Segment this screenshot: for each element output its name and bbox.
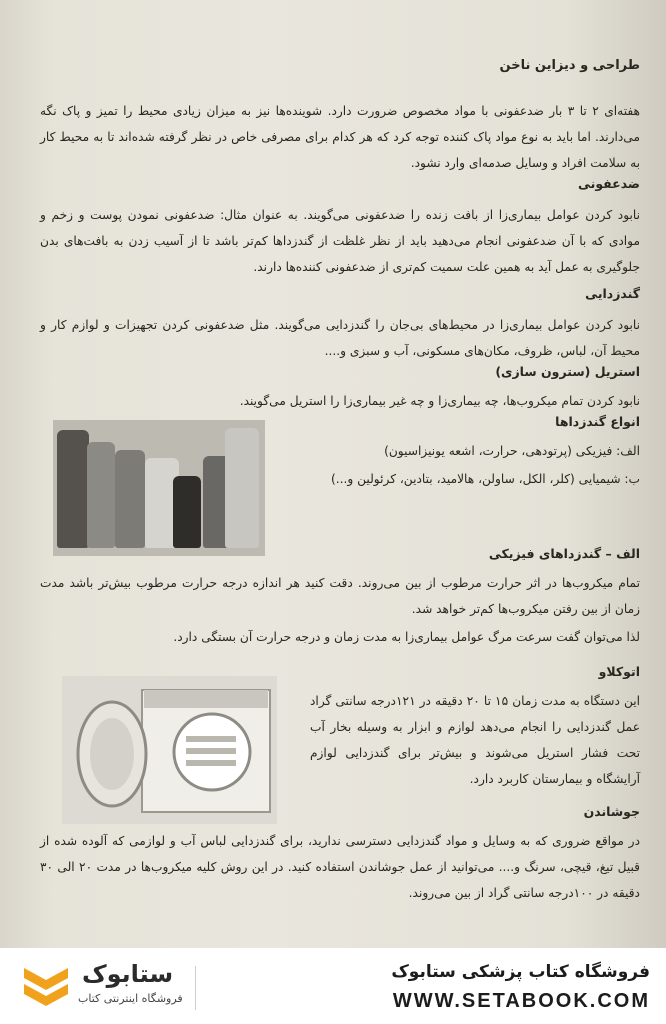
physical-paragraph-2: لذا می‌توان گفت سرعت مرگ عوامل بیماری‌زا به مدت زمان و درجه حرارت آن بستگی دارد. <box>173 630 640 644</box>
bottle <box>173 476 201 548</box>
bottle <box>87 442 115 548</box>
autoclave-heading: اتوکلاو <box>598 664 640 679</box>
logo-divider <box>195 966 196 1010</box>
autoclave-photo <box>62 676 277 824</box>
gallon-bottle <box>225 428 259 548</box>
setabook-logo <box>20 958 280 1016</box>
sanitizing-heading: گندزدایی <box>585 286 640 301</box>
type-b-item: ب: شیمیایی (کلر، الکل، ساولن، هالامید، بتادین، کرئولین و...) <box>330 472 640 486</box>
bottle <box>57 430 89 548</box>
store-name: فروشگاه کتاب پزشکی ستابوک <box>391 962 650 982</box>
autoclave-drawing <box>62 676 277 824</box>
disinfection-paragraph: نابود کردن عوامل بیماری‌زا از بافت زنده را ضدعفونی می‌گویند. به عنوان مثال: ضدعفونی نمودن پوست و زخم و موادی که با آن ضدعفونی انجام می‌دهید باید از نظر غلظت از گندزداها کم‌تر باشد تا از آسیب زدن به بافت‌های بدن جلوگیری به عمل آید به همین علت سمیت کم‌تری از ضدعفونی کننده‌ها دارند. <box>40 208 640 274</box>
type-a-item: الف: فیزیکی (پرتودهی، حرارت، اشعه یونیزاسیون) <box>384 444 640 458</box>
intro-paragraph: هفته‌ای ۲ تا ۳ بار ضدعفونی با مواد مخصوص ضرورت دارد. شوینده‌ها نیز به میزان زیادی محیط را تمیز و پاک نگه می‌دارند. اما باید به نوع مواد پاک کننده توجه کرد که هر کدام برای مصرفی خاص در نظر گرفته شده‌اند تا به محیط کار به سلامت افراد و وسایل صدمه‌ای وارد نشود. <box>40 104 640 170</box>
disinfection-heading: ضدعفونی <box>577 176 640 191</box>
logo-brand: ستابوک <box>82 960 174 988</box>
disinfectant-bottles-photo <box>53 420 265 556</box>
boiling-paragraph: در مواقع ضروری که به وسایل و مواد گندزدایی دسترسی ندارید، برای گندزدایی لباس آب و لوازمی که آلوده شده از قبیل تیغ، قیچی، سرنگ و.... می‌توانید از عمل جوشاندن استفاده کنید. در این روش کلیه میکروب‌ها در مدت ۲۰ الی ۳۰ دقیقه در ۱۰۰درجه سانتی گراد از بین می‌روند. <box>40 834 640 900</box>
sterilization-heading: استریل (سترون سازی) <box>495 364 640 379</box>
chevron-logo-icon <box>20 962 74 1010</box>
footer-banner <box>0 948 666 1024</box>
running-head: طراحی و دیزاین ناخن <box>499 58 640 73</box>
autoclave-paragraph: این دستگاه به مدت زمان ۱۵ تا ۲۰ دقیقه در ۱۲۱درجه سانتی گراد عمل گندزدایی را انجام می‌دهد لوازم و ابزار به وسیله بخار آب تحت فشار استریل می‌شوند و بیش‌تر برای گندزدایی لوازم آرایشگاه و بیمارستان کاربرد دارد. <box>310 694 640 786</box>
physical-paragraph: تمام میکروب‌ها در اثر حرارت مرطوب از بین می‌روند. دقت کنید هر اندازه درجه حرارت مرطوب بیش‌تر باشد مدت زمان از بین رفتن میکروب‌ها کم‌تر خواهد شد. <box>40 576 640 616</box>
store-url[interactable]: WWW.SETABOOK.COM <box>392 990 650 1012</box>
logo-tagline: فروشگاه اینترنتی کتاب <box>78 992 183 1005</box>
types-heading: انواع گندزداها <box>555 414 640 429</box>
physical-heading: الف – گندزداهای فیزیکی <box>488 546 640 561</box>
sterilization-paragraph: نابود کردن تمام میکروب‌ها، چه بیماری‌زا و چه غیر بیماری‌زا را استریل می‌گویند. <box>239 394 640 408</box>
boiling-heading: جوشاندن <box>583 804 640 819</box>
bottle <box>115 450 145 548</box>
sanitizing-paragraph: نابود کردن عوامل بیماری‌زا در محیط‌های بی‌جان را گندزدایی می‌گویند. مثل ضدعفونی کردن تجهیزات و لوازم کار و محیط آن، لباس، ظروف، مکان‌های مسکونی، آب و سبزی و.... <box>40 318 640 358</box>
